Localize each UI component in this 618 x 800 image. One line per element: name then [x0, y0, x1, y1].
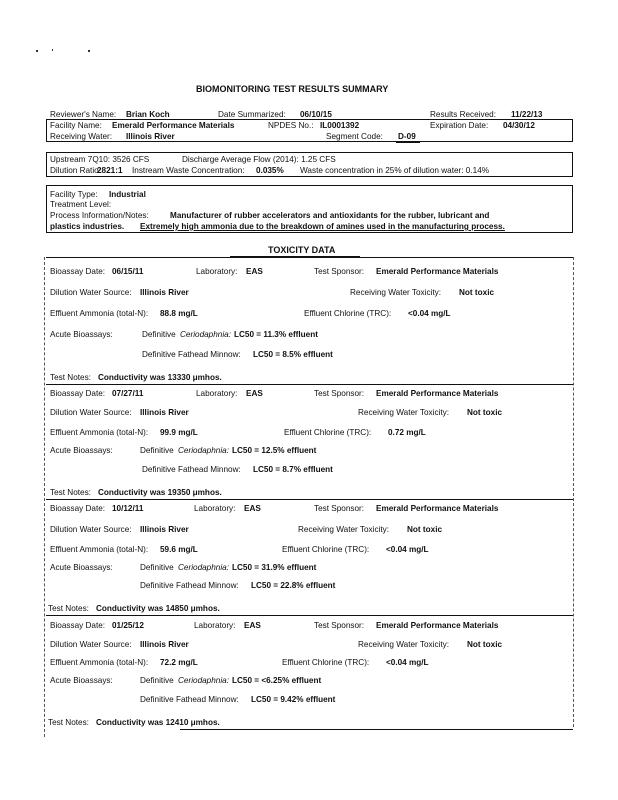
receiving-toxicity: Not toxic [459, 288, 495, 297]
process-notes-line1: Manufacturer of rubber accelerators and antioxidants for the rubber, lubricant and [170, 211, 490, 220]
ammonia-value: 72.2 mg/L [160, 658, 198, 667]
block-divider [46, 615, 573, 616]
segment-label: Segment Code: [326, 132, 383, 141]
fathead-label: Definitive Fathead Minnow: [140, 581, 239, 590]
chlorine-label: Effluent Chlorine (TRC): [282, 658, 370, 667]
dilution-source: Illinois River [140, 288, 189, 297]
block-divider [46, 384, 573, 385]
receiving-toxicity-label: Receiving Water Toxicity: [298, 525, 389, 534]
bioassay-date: 10/12/11 [112, 504, 144, 513]
sponsor: Emerald Performance Materials [376, 504, 499, 513]
upstream-flow: Upstream 7Q10: 3526 CFS [50, 155, 150, 164]
process-notes-label: Process Information/Notes: [50, 211, 149, 220]
dilution-source: Illinois River [140, 525, 189, 534]
npdes-number: IL0001392 [320, 121, 360, 130]
bioassay-date: 06/15/11 [112, 267, 144, 276]
fathead-result: LC50 = 9.42% effluent [251, 695, 336, 704]
date-summarized: 06/10/15 [300, 110, 332, 119]
receiving-water: Illinois River [126, 132, 175, 141]
discharge-flow: Discharge Average Flow (2014): 1.25 CFS [182, 155, 336, 164]
scan-speck [52, 49, 53, 51]
chlorine-label: Effluent Chlorine (TRC): [282, 545, 370, 554]
bioassay-date-label: Bioassay Date: [50, 267, 106, 276]
block-divider [180, 729, 573, 730]
receiving-toxicity: Not toxic [407, 525, 443, 534]
ammonia-label: Effluent Ammonia (total-N): [50, 428, 149, 437]
ceriodaphnia-label: Ceriodaphnia: [178, 446, 229, 455]
test-notes-label: Test Notes: [48, 604, 89, 613]
expiration-label: Expiration Date: [430, 121, 489, 130]
page-title: BIOMONITORING TEST RESULTS SUMMARY [196, 84, 389, 94]
fathead-label: Definitive Fathead Minnow: [142, 465, 241, 474]
definitive-label: Definitive [140, 676, 174, 685]
scan-speck [36, 50, 38, 52]
bioassay-date: 01/25/12 [112, 621, 144, 630]
expiration-date: 04/30/12 [503, 121, 535, 130]
test-notes: Conductivity was 19350 μmhos. [98, 488, 222, 497]
dilution-source: Illinois River [140, 640, 189, 649]
results-received-label: Results Received: [430, 110, 496, 119]
ammonia-label: Effluent Ammonia (total-N): [50, 309, 149, 318]
instream-label: Instream Waste Concentration: [132, 166, 245, 175]
chlorine-label: Effluent Chlorine (TRC): [284, 428, 372, 437]
date-summarized-label: Date Summarized: [218, 110, 286, 119]
facility-type-label: Facility Type: [50, 190, 98, 199]
toxicity-heading: TOXICITY DATA [268, 245, 336, 255]
process-notes-line2a: plastics industries. [50, 222, 125, 231]
ammonia-label: Effluent Ammonia (total-N): [50, 545, 149, 554]
ceriodaphnia-label: Ceriodaphnia: [180, 330, 231, 339]
receiving-toxicity-label: Receiving Water Toxicity: [358, 640, 449, 649]
laboratory: EAS [244, 504, 261, 513]
sponsor-label: Test Sponsor: [314, 621, 365, 630]
reviewer-name: Brian Koch [126, 110, 170, 119]
ammonia-value: 99.9 mg/L [160, 428, 198, 437]
dilution-source-label: Dilution Water Source: [50, 288, 132, 297]
waste-concentration: Waste concentration in 25% of dilution water: 0.14% [300, 166, 490, 175]
test-notes-label: Test Notes: [50, 373, 91, 382]
facility-name: Emerald Performance Materials [112, 121, 235, 130]
results-received: 11/22/13 [511, 110, 543, 119]
receiving-toxicity-label: Receiving Water Toxicity: [358, 408, 449, 417]
acute-label: Acute Bioassays: [50, 330, 113, 339]
chlorine-value: 0.72 mg/L [388, 428, 426, 437]
block-divider [46, 499, 573, 500]
test-notes-label: Test Notes: [50, 488, 91, 497]
reviewer-label: Reviewer's Name: [50, 110, 117, 119]
laboratory-label: Laboratory: [194, 621, 236, 630]
acute-label: Acute Bioassays: [50, 446, 113, 455]
dilution-ratio: 2821:1 [97, 166, 123, 175]
dilution-source-label: Dilution Water Source: [50, 640, 132, 649]
ammonia-value: 88.8 mg/L [160, 309, 198, 318]
definitive-label: Definitive [142, 330, 176, 339]
sponsor: Emerald Performance Materials [376, 389, 499, 398]
dilution-source: Illinois River [140, 408, 189, 417]
test-notes: Conductivity was 13330 μmhos. [98, 373, 222, 382]
ammonia-label: Effluent Ammonia (total-N): [50, 658, 149, 667]
receiving-toxicity: Not toxic [467, 408, 503, 417]
segment-code: D-09 [398, 132, 416, 141]
sponsor-label: Test Sponsor: [314, 389, 365, 398]
test-notes: Conductivity was 12410 μmhos. [96, 718, 220, 727]
sponsor-label: Test Sponsor: [314, 504, 365, 513]
laboratory: EAS [246, 267, 263, 276]
treatment-level-label: Treatment Level: [50, 200, 112, 209]
sponsor: Emerald Performance Materials [376, 267, 499, 276]
toxicity-frame-right [573, 257, 574, 727]
acute-label: Acute Bioassays: [50, 676, 113, 685]
fathead-result: LC50 = 8.7% effluent [253, 465, 333, 474]
ceriodaphnia-result: LC50 = 31.9% effluent [232, 563, 317, 572]
dilution-ratio-label: Dilution Ratio: [50, 166, 101, 175]
npdes-label: NPDES No.: [268, 121, 314, 130]
bioassay-date-label: Bioassay Date: [50, 389, 106, 398]
segment-underline [396, 142, 420, 143]
chlorine-value: <0.04 mg/L [386, 658, 429, 667]
scan-speck [88, 50, 90, 52]
facility-type: Industrial [109, 190, 146, 199]
bioassay-date-label: Bioassay Date: [50, 504, 106, 513]
fathead-result: LC50 = 8.5% effluent [253, 350, 333, 359]
bioassay-date: 07/27/11 [112, 389, 144, 398]
toxicity-frame-top [46, 257, 573, 258]
chlorine-value: <0.04 mg/L [386, 545, 429, 554]
toxicity-frame-left [44, 257, 45, 737]
bioassay-date-label: Bioassay Date: [50, 621, 106, 630]
laboratory: EAS [244, 621, 261, 630]
ammonia-value: 59.6 mg/L [160, 545, 198, 554]
chlorine-value: <0.04 mg/L [408, 309, 451, 318]
laboratory-label: Laboratory: [196, 389, 238, 398]
fathead-result: LC50 = 22.8% effluent [251, 581, 336, 590]
ceriodaphnia-result: LC50 = 12.5% effluent [232, 446, 317, 455]
test-notes: Conductivity was 14850 μmhos. [96, 604, 220, 613]
laboratory-label: Laboratory: [196, 267, 238, 276]
ceriodaphnia-label: Ceriodaphnia: [178, 676, 229, 685]
laboratory: EAS [246, 389, 263, 398]
definitive-label: Definitive [140, 446, 174, 455]
ceriodaphnia-label: Ceriodaphnia: [178, 563, 229, 572]
process-notes-line2b: Extremely high ammonia due to the breakdown of amines used in the manufacturing process. [140, 222, 505, 231]
sponsor-label: Test Sponsor: [314, 267, 365, 276]
ceriodaphnia-result: LC50 = <6.25% effluent [232, 676, 322, 685]
receiving-water-label: Receiving Water: [50, 132, 113, 141]
facility-name-label: Facility Name: [50, 121, 102, 130]
definitive-label: Definitive [140, 563, 174, 572]
dilution-source-label: Dilution Water Source: [50, 408, 132, 417]
test-notes-label: Test Notes: [48, 718, 89, 727]
instream-concentration: 0.035% [256, 166, 284, 175]
laboratory-label: Laboratory: [194, 504, 236, 513]
receiving-toxicity-label: Receiving Water Toxicity: [350, 288, 441, 297]
fathead-label: Definitive Fathead Minnow: [140, 695, 239, 704]
dilution-source-label: Dilution Water Source: [50, 525, 132, 534]
chlorine-label: Effluent Chlorine (TRC): [304, 309, 392, 318]
sponsor: Emerald Performance Materials [376, 621, 499, 630]
ceriodaphnia-result: LC50 = 11.3% effluent [234, 330, 318, 339]
receiving-toxicity: Not toxic [467, 640, 503, 649]
acute-label: Acute Bioassays: [50, 563, 113, 572]
fathead-label: Definitive Fathead Minnow: [142, 350, 241, 359]
